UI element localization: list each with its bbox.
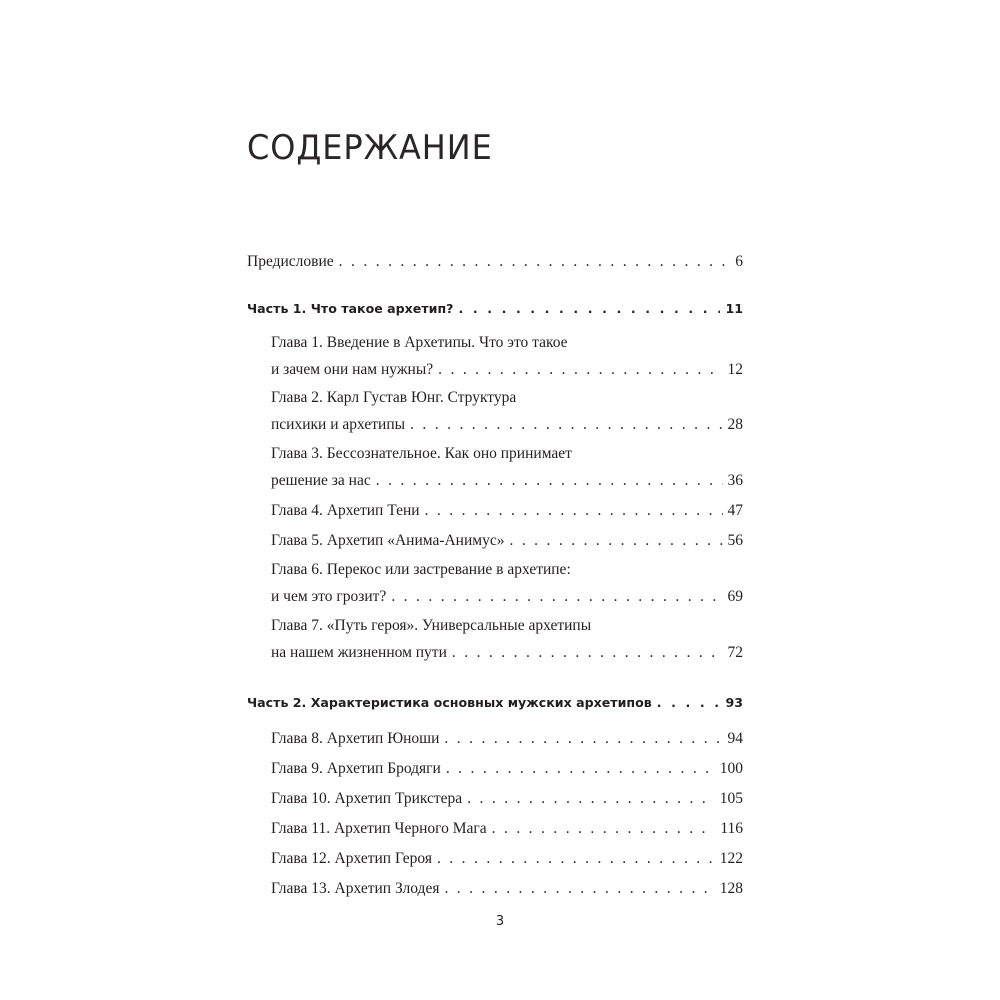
entry-title: Глава 10. Архетип Трикстера [271,790,463,807]
entry-page: 28 [727,416,743,433]
entry-page: 100 [719,760,743,777]
entry-title-line-2: и зачем они нам нужны? [271,361,434,378]
entry-page: 36 [727,472,743,489]
entry-title-line-1: Глава 3. Бессознательное. Как оно принимает [271,445,572,462]
entry-page: 116 [720,820,743,837]
toc-entry-chapter-10[interactable] [247,785,743,813]
dot-leader [444,875,714,903]
entry-title-line-2: психики и архетипы [271,416,406,433]
entry-title: Глава 4. Архетип Тени [271,502,420,519]
entry-page: 12 [727,361,743,378]
entry-title: Часть 2. Характеристика основных мужских архетипов [247,695,652,710]
dot-leader [425,497,723,525]
entry-page: 128 [719,880,743,897]
entry-page: 6 [735,253,743,270]
entry-title: Глава 11. Архетип Черного Мага [271,820,487,837]
entry-title: Глава 12. Архетип Героя [271,850,432,867]
dot-leader [438,356,722,384]
entry-page: 11 [725,301,743,316]
entry-title: Предисловие [247,253,334,270]
entry-title-line-1: Глава 2. Карл Густав Юнг. Структура [271,389,517,406]
toc-entry-chapter-3[interactable] [247,441,743,495]
toc-entry-chapter-5[interactable] [247,527,743,555]
dot-leader [437,845,715,873]
toc-entry-chapter-2[interactable] [247,385,743,439]
dot-leader [657,689,721,717]
entry-title: Глава 5. Архетип «Анима-Анимус» [271,532,505,549]
dot-leader [492,815,716,843]
dot-leader [458,295,720,323]
entry-page: 69 [727,588,743,605]
dot-leader [444,725,722,753]
entry-page: 56 [727,532,743,549]
dot-leader [452,639,723,667]
entry-page: 105 [719,790,743,807]
entry-page: 72 [727,644,743,661]
toc-entry-part-2[interactable] [247,689,743,717]
entry-title: Глава 9. Архетип Бродяги [271,760,441,777]
entry-title-line-2: на нашем жизненном пути [271,644,447,661]
entry-title-line-2: и чем это грозит? [271,588,387,605]
dot-leader [446,755,715,783]
dot-leader [391,583,722,611]
dot-leader [467,785,715,813]
entry-page: 47 [727,502,743,519]
entry-title: Часть 1. Что такое архетип? [247,301,454,316]
toc-entry-chapter-9[interactable] [247,755,743,783]
toc-entry-chapter-13[interactable] [247,875,743,903]
entry-page: 122 [719,850,743,867]
table-of-contents [247,248,743,903]
entry-title-line-1: Глава 6. Перекос или застревание в архетипе: [271,561,571,578]
toc-entry-chapter-8[interactable] [247,725,743,753]
dot-leader [509,527,722,555]
entry-title-line-2: решение за нас [271,472,371,489]
entry-page: 93 [725,695,743,710]
toc-entry-chapter-7[interactable] [247,613,743,667]
toc-entry-chapter-6[interactable] [247,557,743,611]
entry-title: Глава 13. Архетип Злодея [271,880,440,897]
toc-entry-preface[interactable] [247,248,743,276]
toc-entry-chapter-11[interactable] [247,815,743,843]
entry-title: Глава 8. Архетип Юноши [271,730,440,747]
page-title: СОДЕРЖАНИЕ [247,128,493,168]
entry-title-line-1: Глава 1. Введение в Архетипы. Что это такое [271,334,568,351]
entry-title-line-1: Глава 7. «Путь героя». Универсальные архетипы [271,617,592,634]
page-number: 3 [495,914,505,929]
dot-leader [339,248,731,276]
dot-leader [376,467,723,495]
dot-leader [410,411,722,439]
toc-entry-chapter-12[interactable] [247,845,743,873]
entry-page: 94 [727,730,743,747]
toc-entry-chapter-4[interactable] [247,497,743,525]
toc-entry-part-1[interactable] [247,295,743,323]
toc-entry-chapter-1[interactable] [247,330,743,384]
